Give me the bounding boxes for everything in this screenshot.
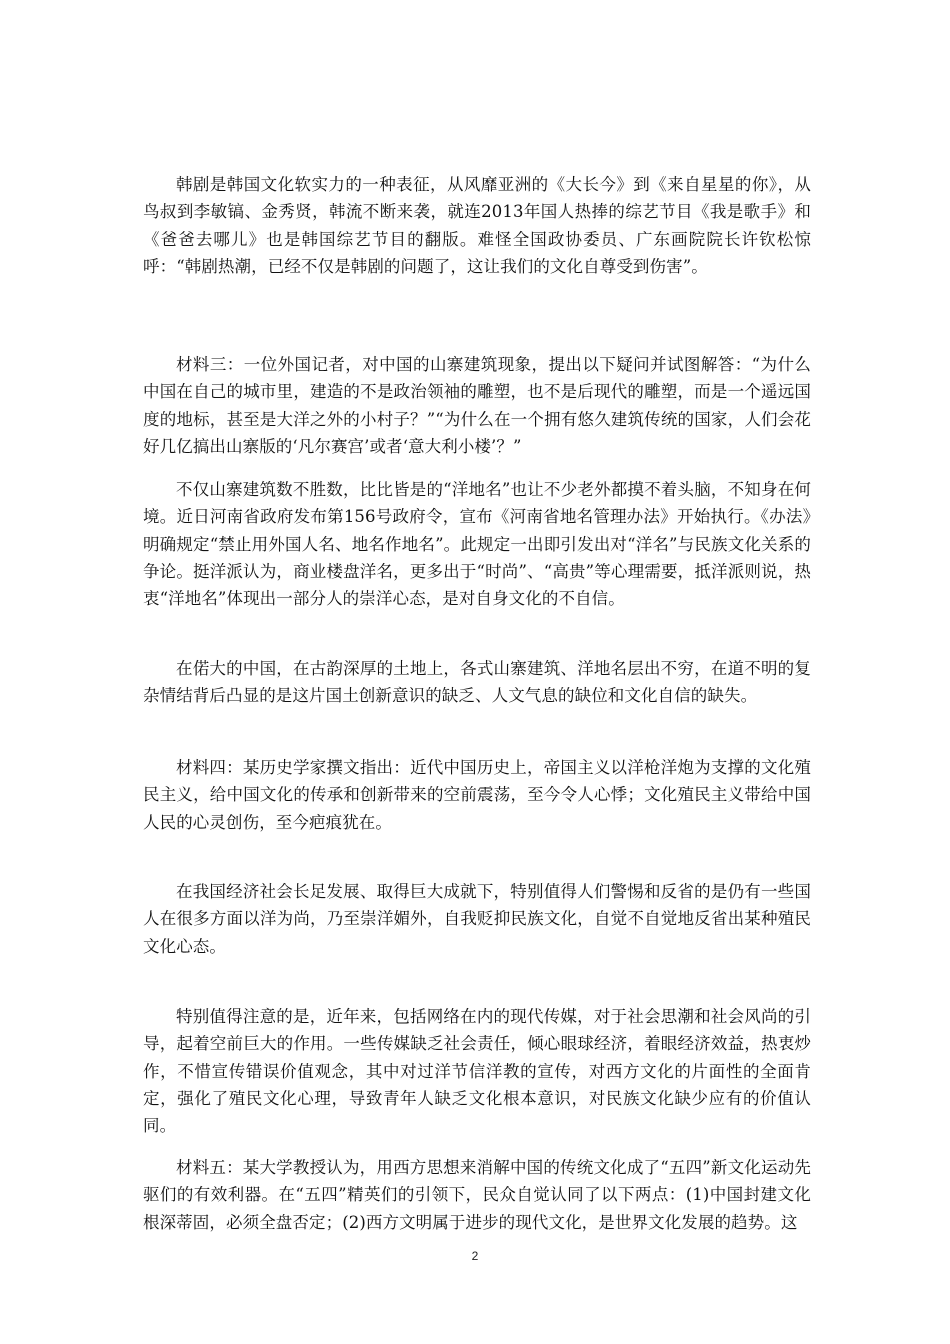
page-number: 2 xyxy=(471,1249,479,1263)
paragraph-modern-media: 特别值得注意的是，近年来，包括网络在内的现代传媒，对于社会思潮和社会风尚的引导，起着空前巨大的作用。一些传媒缺乏社会责任，倾心眼球经济，着眼经济效益，热衷炒作，不惜宣传错误价值观念，其中对过洋节信洋教的宣传，对西方文化的片面性的全面肯定，强化了殖民文化心理，导致青年人缺乏文化根本意识，对民族文化缺少应有的价值认同。 xyxy=(143,1007,811,1136)
paragraph-korean-drama: 韩剧是韩国文化软实力的一种表征，从风靡亚洲的《大长今》到《来自星星的你》，从鸟叔到李敏镐、金秀贤，韩流不断来袭，就连2013年国人热捧的综艺节目《我是歌手》和《爸爸去哪儿》也是韩国综艺节目的翻版。难怪全国政协委员、广东画院院长许钦松惊呼：“韩剧热潮，已经不仅是韩剧的问题了，这让我们的文化自尊受到伤害”。 xyxy=(143,175,811,276)
paragraph-copycat-architecture: 在偌大的中国，在古韵深厚的土地上，各式山寨建筑、洋地名层出不穷，在道不明的复杂情结背后凸显的是这片国土创新意识的缺乏、人文气息的缺位和文化自信的缺失。 xyxy=(143,659,811,706)
paragraph-material-four: 材料四：某历史学家撰文指出：近代中国历史上，帝国主义以洋枪洋炮为支撑的文化殖民主义，给中国文化的传承和创新带来的空前震荡，至今令人心悸；文化殖民主义带给中国人民的心灵创伤，至今疤痕犹在。 xyxy=(143,758,811,832)
paragraph-colonial-mentality: 在我国经济社会长足发展、取得巨大成就下，特别值得人们警惕和反省的是仍有一些国人在很多方面以洋为尚，乃至崇洋媚外，自我贬抑民族文化，自觉不自觉地反省出某种殖民文化心态。 xyxy=(143,882,811,956)
paragraph-foreign-place-names: 不仅山寨建筑数不胜数，比比皆是的“洋地名”也让不少老外都摸不着头脑，不知身在何境。近日河南省政府发布第156号政府令，宣布《河南省地名管理办法》开始执行。《办法》明确规定“禁止用外国人名、地名作地名”。此规定一出即引发出对“洋名”与民族文化关系的争论。挺洋派认为，商业楼盘洋名，更多出于“时尚”、“高贵”等心理需要，抵洋派则说，热衷“洋地名”体现出一部分人的崇洋心态，是对自身文化的不自信。 xyxy=(143,480,811,609)
paragraph-material-three: 材料三：一位外国记者，对中国的山寨建筑现象，提出以下疑问并试图解答：“为什么中国在自己的城市里，建造的不是政治领袖的雕塑，也不是后现代的雕塑，而是一个遥远国度的地标，甚至是大洋之外的小村子？”“为什么在一个拥有悠久建筑传统的国家，人们会花好几亿搞出山寨版的‘凡尔赛宫’或者‘意大利小楼’？” xyxy=(143,355,811,456)
paragraph-material-five: 材料五：某大学教授认为，用西方思想来消解中国的传统文化成了“五四”新文化运动先驱们的有效利器。在“五四”精英们的引领下，民众自觉认同了以下两点：(1)中国封建文化根深蒂固，必须全盘否定；(2)西方文明属于进步的现代文化，是世界文化发展的趋势。这 xyxy=(143,1158,811,1232)
